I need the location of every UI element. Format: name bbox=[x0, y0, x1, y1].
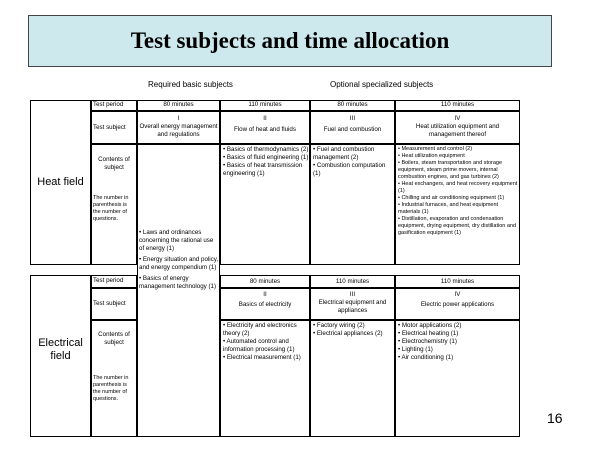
list-item: • Motor applications (2) bbox=[398, 322, 462, 329]
required-header: Required basic subjects bbox=[148, 80, 233, 89]
heat-numeral-3: III bbox=[349, 115, 356, 122]
heat-col3-list bbox=[313, 146, 393, 178]
list-item: • Measurement and control (2) bbox=[398, 146, 473, 152]
list-item: • Laws and ordinances concerning the rational use of energy (1) bbox=[139, 229, 214, 252]
heat-test-subject-label: Test subject bbox=[93, 124, 126, 131]
list-item: • Distillation, evaporation and condensation equipment, drying equipment, dry distillation and gasification equipment (1) bbox=[398, 216, 517, 236]
heat-subject-3: Fuel and combustion bbox=[323, 126, 382, 133]
list-item: • Factory wiring (2) bbox=[313, 322, 365, 329]
title-banner bbox=[28, 15, 552, 67]
elec-subject-2: Basics of electricity bbox=[238, 301, 292, 308]
list-item: • Electrical appliances (2) bbox=[313, 330, 383, 337]
heat-subject-2: Flow of heat and fluids bbox=[234, 126, 296, 133]
heat-numeral-1: I bbox=[177, 115, 180, 122]
list-item: • Electrochemistry (1) bbox=[398, 338, 457, 345]
elec-test-subject-label: Test subject bbox=[93, 300, 126, 307]
page-number: 16 bbox=[547, 410, 563, 426]
list-item: • Basics of thermodynamics (2) bbox=[223, 146, 309, 153]
list-item: • Automated control and information processing (1) bbox=[223, 338, 295, 353]
list-item: • Chilling and air conditioning equipment (1) bbox=[398, 195, 505, 201]
list-item: • Heat exchangers, and heat recovery equipment (1) bbox=[398, 181, 518, 194]
list-item: • Combustion computation (1) bbox=[313, 162, 386, 177]
elec-col4-list bbox=[398, 322, 518, 362]
heat-period-4: 110 minutes bbox=[440, 101, 475, 108]
list-item: • Basics of heat transmission engineering (1) bbox=[223, 162, 303, 177]
elec-note: The number in parenthesis is the number of questions. bbox=[93, 375, 129, 402]
heat-test-period-label: Test period bbox=[93, 101, 124, 108]
heat-col2-list bbox=[223, 146, 309, 178]
list-item: • Electricity and electronics theory (2) bbox=[223, 322, 297, 337]
slide-title: Test subjects and time allocation bbox=[130, 28, 450, 53]
heat-col4-list bbox=[398, 146, 518, 237]
elec-numeral-3: III bbox=[349, 291, 356, 298]
heat-note: The number in parenthesis is the number of questions. bbox=[93, 195, 129, 222]
elec-contents-label: Contents of subject bbox=[98, 331, 130, 346]
elec-subject-4: Electric power applications bbox=[420, 301, 495, 308]
heat-contents-label: Contents of subject bbox=[98, 156, 130, 171]
elec-numeral-4: IV bbox=[454, 291, 461, 298]
heat-numeral-4: IV bbox=[454, 115, 461, 122]
list-item: • Basics of fluid engineering (1) bbox=[223, 154, 309, 161]
list-item: • Air conditioning (1) bbox=[398, 354, 454, 361]
heat-numeral-2: II bbox=[263, 115, 267, 122]
elec-period-3: 110 minutes bbox=[335, 278, 370, 285]
list-item: • Lighting (1) bbox=[398, 346, 433, 353]
elec-col3-list bbox=[313, 322, 393, 338]
list-item: • Energy situation and policy, and energy compendium (1) bbox=[139, 256, 219, 271]
heat-period-1: 80 minutes bbox=[163, 101, 194, 108]
elec-period-2: 80 minutes bbox=[249, 278, 281, 285]
elec-test-period-label: Test period bbox=[93, 277, 124, 284]
electrical-field-label: Electrical field bbox=[38, 337, 83, 362]
list-item: • Industrial furnaces, and heat equipment materials (1) bbox=[398, 202, 499, 215]
heat-period-2: 110 minutes bbox=[248, 101, 282, 108]
heat-subject-1: Overall energy management and regulations bbox=[139, 123, 218, 138]
list-item: • Boilers, steam transportation and storage equipment, steam prime movers, internal combustion engines, and gas turbines (2) bbox=[398, 160, 503, 180]
list-item: • Fuel and combustion management (2) bbox=[313, 146, 375, 161]
elec-numeral-2: II bbox=[263, 291, 267, 298]
elec-subject-3: Electrical equipment and appliances bbox=[318, 299, 387, 314]
heat-field-label: Heat field bbox=[37, 176, 84, 188]
list-item: • Electrical measurement (1) bbox=[223, 354, 301, 361]
optional-header: Optional specialized subjects bbox=[330, 80, 434, 89]
list-item: • Electrical heating (1) bbox=[398, 330, 459, 337]
list-item: • Heat utilization equipment bbox=[398, 153, 465, 159]
list-item: • Basics of energy management technology (1) bbox=[139, 275, 217, 290]
heat-subject-4: Heat utilization equipment and management thereof bbox=[415, 123, 500, 138]
elec-col2-list bbox=[223, 322, 309, 362]
common-col1-list bbox=[139, 229, 219, 291]
elec-period-4: 110 minutes bbox=[440, 278, 475, 285]
heat-period-3: 80 minutes bbox=[337, 101, 368, 108]
